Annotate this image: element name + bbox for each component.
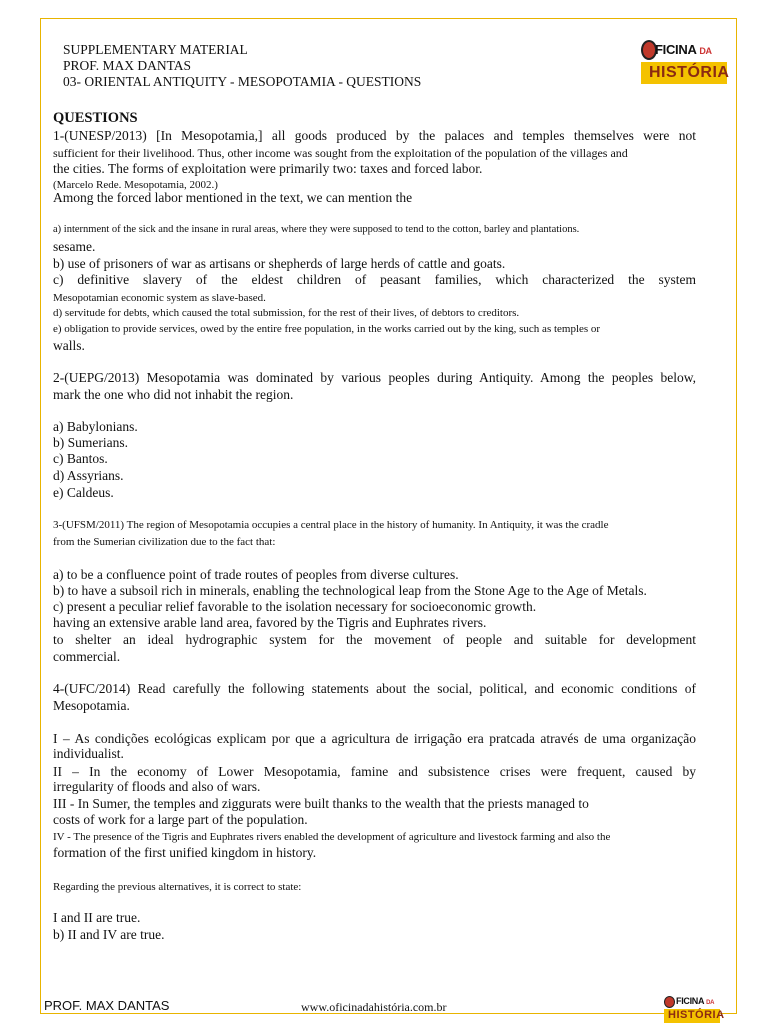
q2-line1: 2-(UEPG/2013) Mesopotamia was dominated by various peoples during Antiquity. Among the peoples below, (53, 370, 696, 385)
oficina-historia-logo (641, 40, 730, 86)
q3-line1: 3-(UFSM/2011) The region of Mesopotamia occupies a central place in the history of humanity. In Antiquity, it was the cradle (53, 519, 609, 531)
logo-top-small: DA (699, 46, 712, 56)
q4-statement-ii: II – In the economy of Lower Mesopotamia, famine and subsistence crises were frequent, caused by (53, 764, 696, 779)
header-subtitle: 03- ORIENTAL ANTIQUITY - MESOPOTAMIA - QUESTIONS (63, 74, 422, 89)
q1-option-c: c) definitive slavery of the eldest children of peasant families, which characterized the system (53, 272, 696, 287)
q4-line2: Mesopotamia. (53, 698, 130, 713)
q1-prompt: Among the forced labor mentioned in the text, we can mention the (53, 190, 413, 205)
q4-statement-iv: IV - The presence of the Tigris and Euphrates rivers enabled the development of agriculture and livestock farming and also the (53, 831, 611, 843)
q1-option-e: e) obligation to provide services, owed by the entire free population, in the works carried out by the king, such as temples or (53, 323, 601, 335)
footer-author: PROF. MAX DANTAS (44, 998, 170, 1013)
q3-option-e-cont: commercial. (53, 649, 121, 664)
q1-line3: the cities. The forms of exploitation were primarily two: taxes and forced labor. (53, 161, 483, 176)
footer-logo-top-text: FICINA (676, 996, 704, 1006)
q3-option-b: b) to have a subsoil rich in minerals, enabling the technological leap from the Stone Age to the Age of Metals. (53, 583, 647, 598)
footer-logo (664, 996, 725, 1024)
q4-statement-ii-cont: irregularity of floods and also of wars. (53, 779, 261, 794)
q4-statement-i-cont: individualist. (53, 746, 124, 761)
q1-option-d: d) servitude for debts, which caused the total submission, for the rest of their lives, of debtors to creditors. (53, 307, 520, 319)
logo-top-text: FICINA (655, 42, 697, 57)
footer-website[interactable]: www.oficinadahistória.com.br (301, 1000, 447, 1014)
q4-statement-iv-cont: formation of the first unified kingdom in history. (53, 845, 317, 860)
q1-option-a: a) internment of the sick and the insane in rural areas, where they were supposed to tend to the cotton, barley and plantations. (53, 224, 580, 235)
q4-line1: 4-(UFC/2014) Read carefully the following statements about the social, political, and economic conditions of (53, 681, 696, 696)
q4-prompt: Regarding the previous alternatives, it is correct to state: (53, 881, 302, 893)
q2-option: d) Assyrians. (53, 468, 124, 483)
q1-option-b: b) use of prisoners of war as artisans or shepherds of large herds of cattle and goats. (53, 256, 506, 271)
footer-logo-o-icon (664, 996, 675, 1008)
q1-option-a-cont: sesame. (53, 239, 96, 254)
q1-option-c-cont: Mesopotamian economic system as slave-based. (53, 292, 266, 304)
q1-source: (Marcelo Rede. Mesopotamia, 2002.) (53, 179, 218, 191)
q1-line2: sufficient for their livelihood. Thus, other income was sought from the exploitation of the population of the villages and (53, 146, 628, 160)
q1-option-e-cont: walls. (53, 338, 85, 353)
q3-option-e: to shelter an ideal hydrographic system for the movement of people and suitable for development (53, 632, 696, 647)
q3-option-c: c) present a peculiar relief favorable to the isolation necessary for socioeconomic growth. (53, 599, 537, 614)
q4-statement-i: I – As condições ecológicas explicam por que a agricultura de irrigação era pratcada através de uma organização (53, 731, 696, 746)
footer-logo-bottom-text: HISTÓRIA (668, 1009, 725, 1021)
q4-option-b: b) II and IV are true. (53, 927, 165, 942)
q2-option: b) Sumerians. (53, 435, 128, 450)
q3-option-a: a) to be a confluence point of trade routes of peoples from diverse cultures. (53, 567, 459, 582)
q2-option: e) Caldeus. (53, 485, 114, 500)
logo-bottom-text: HISTÓRIA (649, 64, 730, 81)
q4-option-a: I and II are true. (53, 910, 141, 925)
footer-logo-top-small: DA (706, 1000, 715, 1006)
q4-statement-iii-cont: costs of work for a large part of the population. (53, 812, 308, 827)
q4-statement-iii: III - In Sumer, the temples and ziggurats were built thanks to the wealth that the priests managed to (53, 796, 589, 811)
q2-line2: mark the one who did not inhabit the region. (53, 387, 294, 402)
questions-heading: QUESTIONS (53, 110, 138, 126)
q3-option-d: having an extensive arable land area, favored by the Tigris and Euphrates rivers. (53, 615, 487, 630)
q2-option: a) Babylonians. (53, 419, 138, 434)
q2-option: c) Bantos. (53, 451, 108, 466)
q3-line2: from the Sumerian civilization due to the fact that: (53, 536, 276, 548)
header-author: PROF. MAX DANTAS (63, 58, 191, 73)
header-title: SUPPLEMENTARY MATERIAL (63, 42, 248, 57)
q1-line1: 1-(UNESP/2013) [In Mesopotamia,] all goods produced by the palaces and temples themselves were not (53, 128, 696, 143)
